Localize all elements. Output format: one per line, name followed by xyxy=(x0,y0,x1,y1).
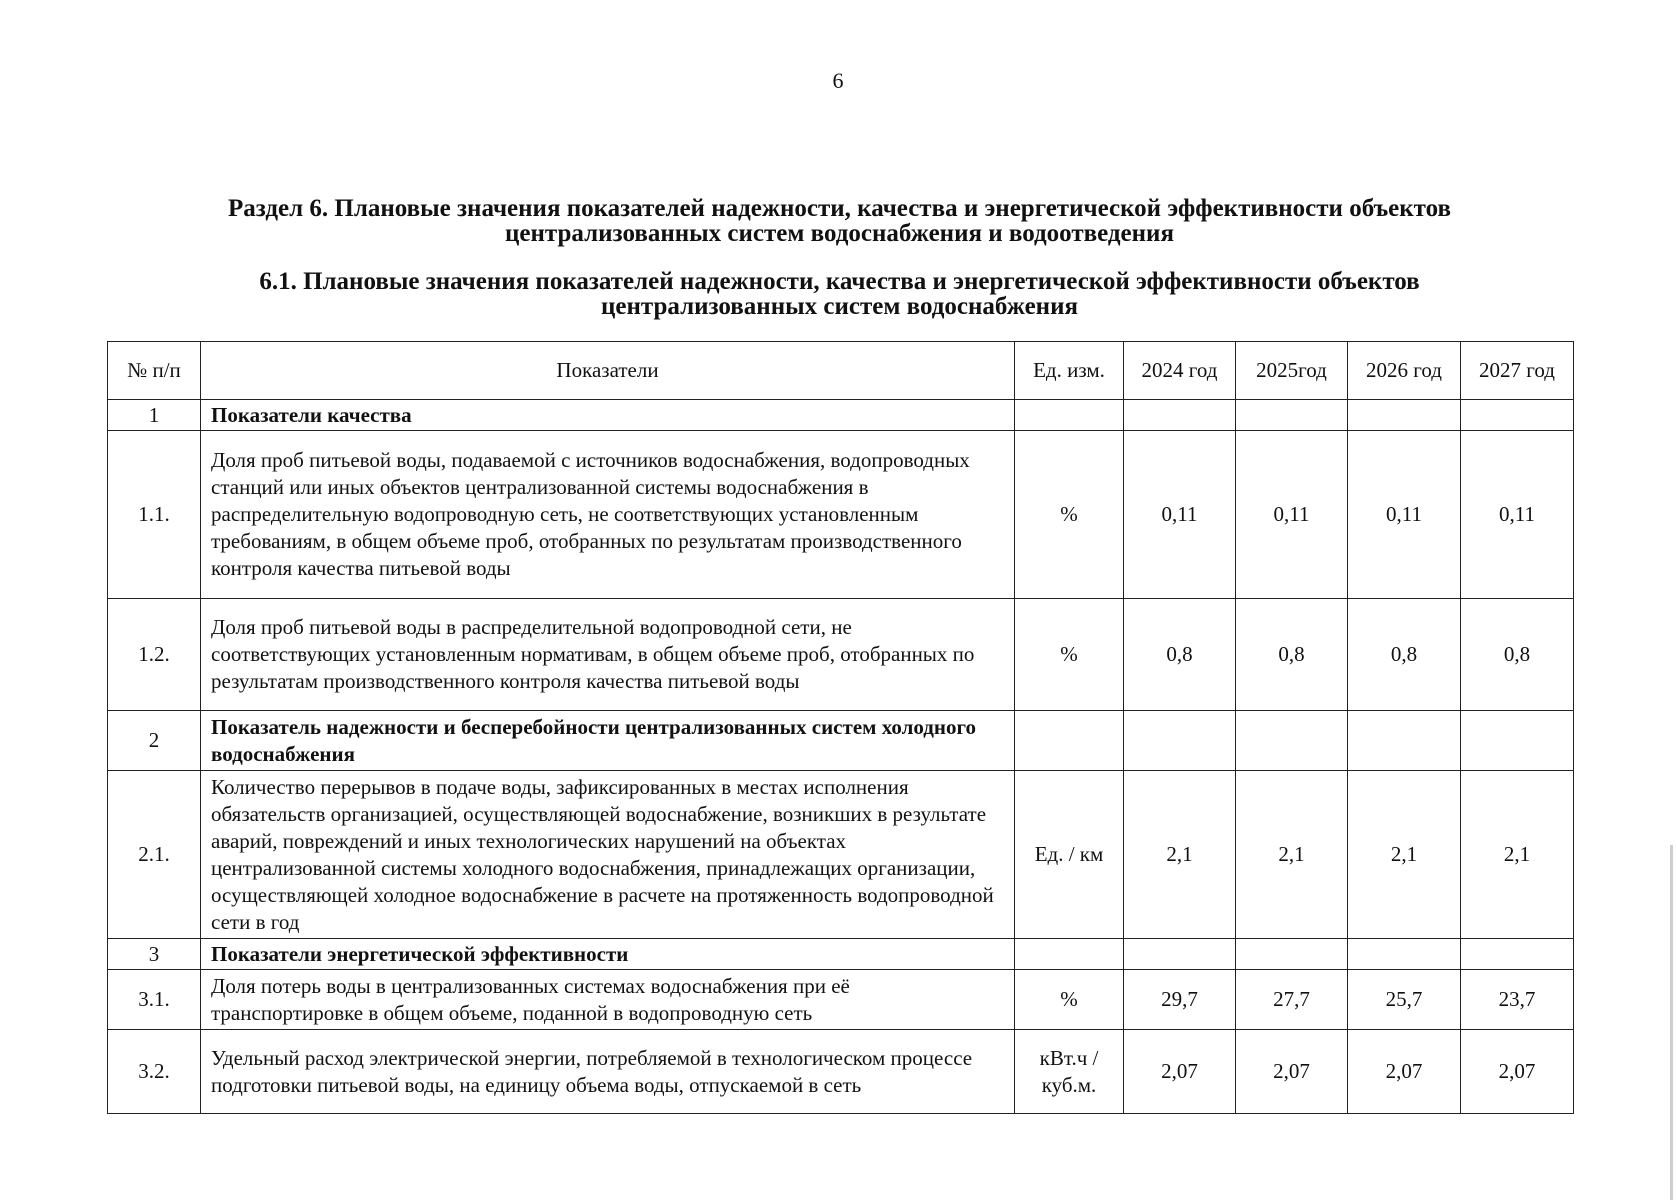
row-unit: % xyxy=(1015,431,1124,599)
row-indicator: Показатели энергетической эффективности xyxy=(201,939,1015,970)
row-value-2025: 2,07 xyxy=(1236,1030,1348,1114)
row-value-2027 xyxy=(1461,711,1574,771)
row-unit xyxy=(1015,711,1124,771)
row-value-2024: 2,1 xyxy=(1124,771,1236,939)
row-value-2027: 23,7 xyxy=(1461,970,1574,1030)
table-row-3-1 xyxy=(108,970,1574,1030)
row-value-2025 xyxy=(1236,400,1348,431)
row-unit xyxy=(1015,400,1124,431)
row-value-2025: 2,1 xyxy=(1236,771,1348,939)
row-unit xyxy=(1015,1030,1124,1114)
row-value-2024: 29,7 xyxy=(1124,970,1236,1030)
subsection-title-line-2: централизованных систем водоснабжения xyxy=(600,293,1078,320)
table-row-section-3 xyxy=(108,939,1574,970)
row-indicator: Доля проб питьевой воды в распределительной водопроводной сети, не соответствующих установленным нормативам, в общем объеме проб, отобранных по результатам производственного контроля качества питьевой воды xyxy=(201,599,1015,711)
section-title-line-2: централизованных систем водоснабжения и водоотведения xyxy=(505,220,1174,247)
header-unit: Ед. изм. xyxy=(1015,342,1124,400)
row-value-2024: 0,8 xyxy=(1124,599,1236,711)
row-num: 1.2. xyxy=(108,599,201,711)
row-value-2026: 2,1 xyxy=(1348,771,1461,939)
row-num: 3.2. xyxy=(108,1030,201,1114)
row-num: 2.1. xyxy=(108,771,201,939)
header-2025: 2025год xyxy=(1236,342,1348,400)
subsection-title-line-1: 6.1. Плановые значения показателей надежности, качества и энергетической эффективности объектов xyxy=(259,268,1420,295)
section-title xyxy=(107,196,1572,246)
table-row-section-1 xyxy=(108,400,1574,431)
header-indicator: Показатели xyxy=(201,342,1015,400)
header-num: № п/п xyxy=(108,342,201,400)
row-value-2027 xyxy=(1461,939,1574,970)
row-num: 2 xyxy=(108,711,201,771)
row-num: 3 xyxy=(108,939,201,970)
row-indicator: Доля потерь воды в централизованных системах водоснабжения при её транспортировке в общем объеме, поданной в водопроводную сеть xyxy=(201,970,1015,1030)
row-value-2027 xyxy=(1461,400,1574,431)
row-num: 1.1. xyxy=(108,431,201,599)
section-title-line-1: Раздел 6. Плановые значения показателей надежности, качества и энергетической эффективности объектов xyxy=(228,195,1451,222)
header-2026: 2026 год xyxy=(1348,342,1461,400)
row-value-2026 xyxy=(1348,939,1461,970)
row-indicator: Показатель надежности и бесперебойности централизованных систем холодного водоснабжения xyxy=(201,711,1015,771)
row-value-2027: 0,8 xyxy=(1461,599,1574,711)
row-num: 1 xyxy=(108,400,201,431)
row-value-2025 xyxy=(1236,711,1348,771)
row-value-2026: 2,07 xyxy=(1348,1030,1461,1114)
row-unit: % xyxy=(1015,599,1124,711)
row-value-2025: 0,11 xyxy=(1236,431,1348,599)
row-value-2024 xyxy=(1124,711,1236,771)
scan-edge-shadow xyxy=(1670,845,1673,1200)
row-value-2024 xyxy=(1124,400,1236,431)
row-num: 3.1. xyxy=(108,970,201,1030)
row-indicator: Количество перерывов в подаче воды, зафиксированных в местах исполнения обязательств организацией, осуществляющей водоснабжение, возникших в результате аварий, повреждений и иных технологических нарушений на объектах централизованной системы холодного водоснабжения, принадлежащих организации, осуществляющей холодное водоснабжение в расчете на протяженность водопроводной сети в год xyxy=(201,771,1015,939)
subsection-title xyxy=(107,269,1572,319)
row-value-2026: 25,7 xyxy=(1348,970,1461,1030)
header-2024: 2024 год xyxy=(1124,342,1236,400)
row-unit xyxy=(1015,939,1124,970)
page-number: 6 xyxy=(832,68,844,93)
row-indicator: Показатели качества xyxy=(201,400,1015,431)
table-row-3-2 xyxy=(108,1030,1574,1114)
row-value-2024: 0,11 xyxy=(1124,431,1236,599)
row-unit: % xyxy=(1015,970,1124,1030)
table-row-section-2 xyxy=(108,711,1574,771)
indicators-table xyxy=(107,341,1574,1114)
row-unit-line-2: куб.м. xyxy=(1041,1072,1097,1097)
table-row-1-1 xyxy=(108,431,1574,599)
row-value-2027: 0,11 xyxy=(1461,431,1574,599)
row-value-2024 xyxy=(1124,939,1236,970)
row-value-2027: 2,1 xyxy=(1461,771,1574,939)
row-unit-line-1: кВт.ч / xyxy=(1039,1045,1099,1070)
row-value-2026 xyxy=(1348,400,1461,431)
table-row-2-1 xyxy=(108,771,1574,939)
row-value-2026: 0,11 xyxy=(1348,431,1461,599)
header-2027: 2027 год xyxy=(1461,342,1574,400)
row-indicator: Удельный расход электрической энергии, потребляемой в технологическом процессе подготовки питьевой воды, на единицу объема воды, отпускаемой в сеть xyxy=(201,1030,1015,1114)
table-header-row xyxy=(108,342,1574,400)
row-value-2025: 27,7 xyxy=(1236,970,1348,1030)
table-row-1-2 xyxy=(108,599,1574,711)
row-value-2025 xyxy=(1236,939,1348,970)
row-indicator: Доля проб питьевой воды, подаваемой с источников водоснабжения, водопроводных станций или иных объектов централизованной системы водоснабжения в распределительную водопроводную сеть, не соответствующих установленным требованиям, в общем объеме проб, отобранных по результатам производственного контроля качества питьевой воды xyxy=(201,431,1015,599)
row-value-2027: 2,07 xyxy=(1461,1030,1574,1114)
row-value-2025: 0,8 xyxy=(1236,599,1348,711)
row-value-2024: 2,07 xyxy=(1124,1030,1236,1114)
row-value-2026: 0,8 xyxy=(1348,599,1461,711)
row-value-2026 xyxy=(1348,711,1461,771)
row-unit: Ед. / км xyxy=(1015,771,1124,939)
